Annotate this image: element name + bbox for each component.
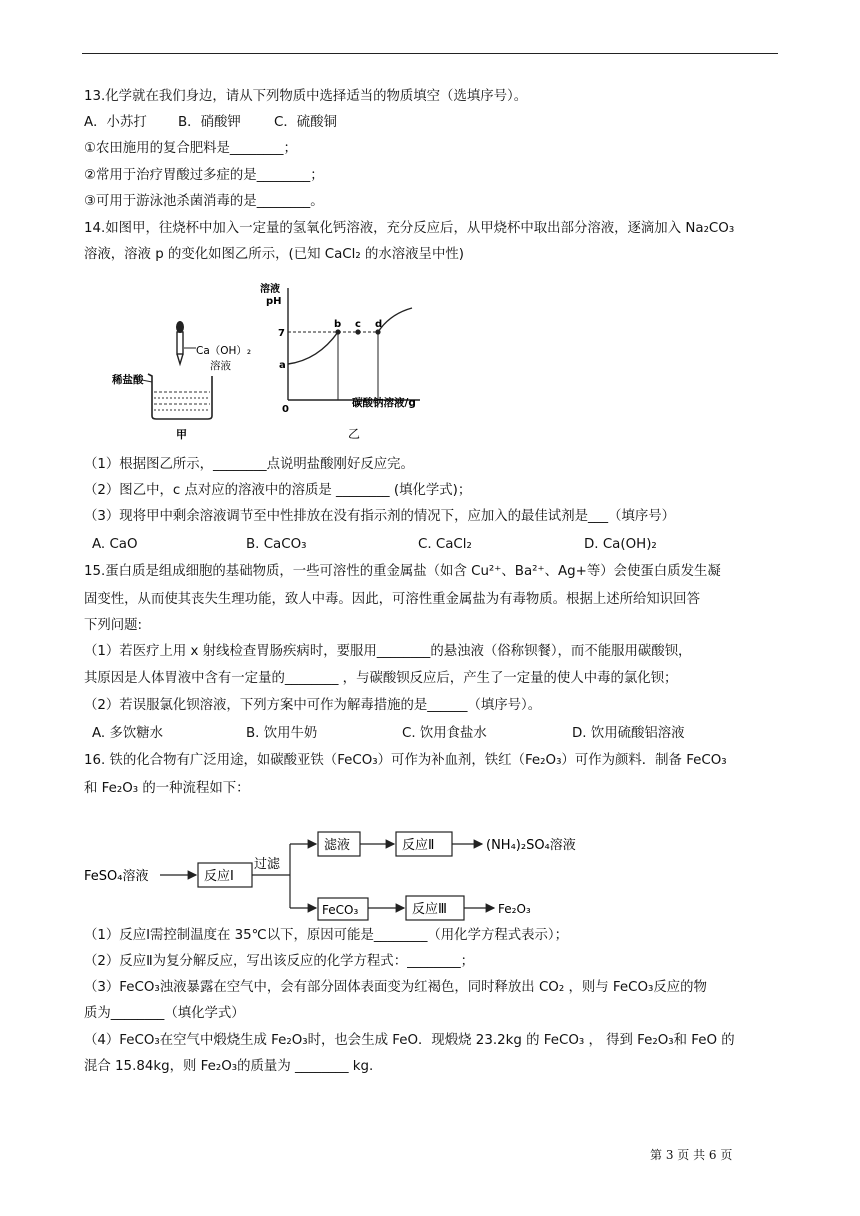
q13-option-a: A．小苏打 bbox=[84, 115, 147, 130]
q16-sub-3b: 质为________（填化学式） bbox=[84, 1006, 245, 1021]
q16-flowchart bbox=[82, 818, 602, 930]
graph-point-d: d bbox=[375, 319, 383, 330]
q14-stem-2: 溶液，溶液 p 的变化如图乙所示，(已知 CaCl₂ 的水溶液呈中性) bbox=[84, 247, 464, 262]
flow-filtrate: 滤液 bbox=[324, 838, 351, 853]
graph-point-b: b bbox=[334, 319, 342, 330]
q14-option-d: D. Ca(OH)₂ bbox=[584, 537, 657, 552]
flow-feco3: FeCO₃ bbox=[322, 903, 359, 917]
q14-option-a: A. CaO bbox=[92, 537, 138, 552]
point-c-marker bbox=[355, 329, 360, 334]
q13-item-1: ①农田施用的复合肥料是________； bbox=[84, 141, 297, 156]
caption-jia: 甲 bbox=[176, 428, 187, 441]
q13-stem: 13.化学就在我们身边，请从下列物质中选择适当的物质填空（选填序号）。 bbox=[84, 89, 528, 104]
q15-sub-1a: （1）若医疗上用 x 射线检查胃肠疾病时，要服用________的悬浊液（俗称钡餐），而不能服用碳酸钡， bbox=[84, 644, 692, 659]
page-footer: 第 3 页 共 6 页 bbox=[650, 1148, 733, 1162]
beaker-icon bbox=[142, 374, 212, 419]
q14-sub-1: （1）根据图乙所示，________点说明盐酸刚好反应完。 bbox=[84, 457, 414, 472]
q15-option-d: D. 饮用硫酸铝溶液 bbox=[572, 726, 685, 741]
q13-item-2: ②常用于治疗胃酸过多症的是________； bbox=[84, 168, 324, 183]
beaker-label: 稀盐酸 bbox=[112, 374, 144, 386]
q15-stem-3: 下列问题: bbox=[84, 618, 143, 633]
q16-sub-3a: （3）FeCO₃浊液暴露在空气中，会有部分固体表面变为红褐色，同时释放出 CO₂ ，则与 FeCO₃反应的物 bbox=[84, 980, 707, 995]
q14-stem-1: 14.如图甲，往烧杯中加入一定量的氢氧化钙溶液，充分反应后，从甲烧杯中取出部分溶液，逐滴加入 Na₂CO₃ bbox=[84, 221, 735, 236]
q14-option-c: C. CaCl₂ bbox=[418, 537, 472, 552]
point-b-marker bbox=[335, 329, 340, 334]
q16-sub-1: （1）反应Ⅰ需控制温度在 35℃以下，原因可能是________（用化学方程式表示）； bbox=[84, 928, 568, 943]
q16-stem-2: 和 Fe₂O₃ 的一种流程如下： bbox=[84, 781, 250, 796]
graph-ylabel-2: pH bbox=[266, 296, 282, 307]
q16-sub-2: （2）反应Ⅱ为复分解反应，写出该反应的化学方程式：________； bbox=[84, 954, 475, 969]
q15-stem-2: 固变性，从而使其丧失生理功能，致人中毒。因此，可溶性重金属盐为有毒物质。根据上述所给知识回答 bbox=[84, 592, 700, 607]
q14-sub-2: （2）图乙中，c 点对应的溶液中的溶质是 ________ (填化学式)； bbox=[84, 483, 472, 498]
header-rule bbox=[82, 53, 778, 54]
flow-start: FeSO₄溶液 bbox=[84, 869, 149, 884]
flow-filter: 过滤 bbox=[254, 857, 281, 872]
caption-yi: 乙 bbox=[348, 427, 361, 441]
q15-stem-1: 15.蛋白质是组成细胞的基础物质，一些可溶性的重金属盐（如含 Cu²⁺、Ba²⁺、Ag+等）会使蛋白质发生凝 bbox=[84, 564, 721, 579]
flow-reaction2: 反应Ⅱ bbox=[402, 838, 435, 853]
graph-ya: a bbox=[279, 360, 286, 371]
q13-option-c: C．硫酸铜 bbox=[274, 115, 337, 130]
graph-origin: 0 bbox=[282, 404, 289, 415]
dropper-label-2: 溶液 bbox=[210, 360, 231, 372]
ph-graph bbox=[288, 288, 420, 400]
q15-option-c: C. 饮用食盐水 bbox=[402, 726, 487, 741]
dropper-label-1: Ca（OH）₂ bbox=[196, 345, 252, 357]
graph-y7: 7 bbox=[278, 328, 285, 339]
q15-sub-1b: 其原因是人体胃液中含有一定量的________ ，与碳酸钡反应后，产生了一定量的使人中毒的氯化钡； bbox=[84, 671, 678, 686]
q16-stem-1: 16. 铁的化合物有广泛用途，如碳酸亚铁（FeCO₃）可作为补血剂，铁红（Fe₂O₃）可作为颜料．制备 FeCO₃ bbox=[84, 753, 727, 768]
point-d-marker bbox=[375, 329, 380, 334]
q13-option-b: B．硝酸钾 bbox=[178, 115, 241, 130]
q14-figure bbox=[90, 278, 450, 448]
dropper-icon bbox=[176, 321, 196, 364]
graph-ylabel-1: 溶液 bbox=[260, 284, 280, 295]
q16-sub-4a: （4）FeCO₃在空气中煅烧生成 Fe₂O₃时，也会生成 FeO．现煅烧 23.2kg 的 FeCO₃ ， 得到 Fe₂O₃和 FeO 的 bbox=[84, 1033, 735, 1048]
q15-option-a: A. 多饮糖水 bbox=[92, 726, 163, 741]
q14-sub-3: （3）现将甲中剩余溶液调节至中性排放在没有指示剂的情况下，应加入的最佳试剂是___（填序号） bbox=[84, 509, 676, 524]
graph-point-c: c bbox=[355, 319, 361, 330]
q16-sub-4b: 混合 15.84kg，则 Fe₂O₃的质量为 ________ kg. bbox=[84, 1059, 374, 1074]
graph-xlabel: 碳酸钠溶液/g bbox=[352, 397, 416, 409]
flow-reaction1: 反应Ⅰ bbox=[204, 869, 234, 884]
flow-product1: (NH₄)₂SO₄溶液 bbox=[486, 838, 576, 853]
q15-sub-2: （2）若误服氯化钡溶液，下列方案中可作为解毒措施的是______（填序号）。 bbox=[84, 698, 542, 713]
q15-option-b: B. 饮用牛奶 bbox=[246, 726, 318, 741]
q14-option-b: B. CaCO₃ bbox=[246, 537, 307, 552]
q13-item-3: ③可用于游泳池杀菌消毒的是________。 bbox=[84, 194, 324, 209]
flow-reaction3: 反应Ⅲ bbox=[412, 902, 447, 917]
flow-product2: Fe₂O₃ bbox=[498, 902, 531, 916]
